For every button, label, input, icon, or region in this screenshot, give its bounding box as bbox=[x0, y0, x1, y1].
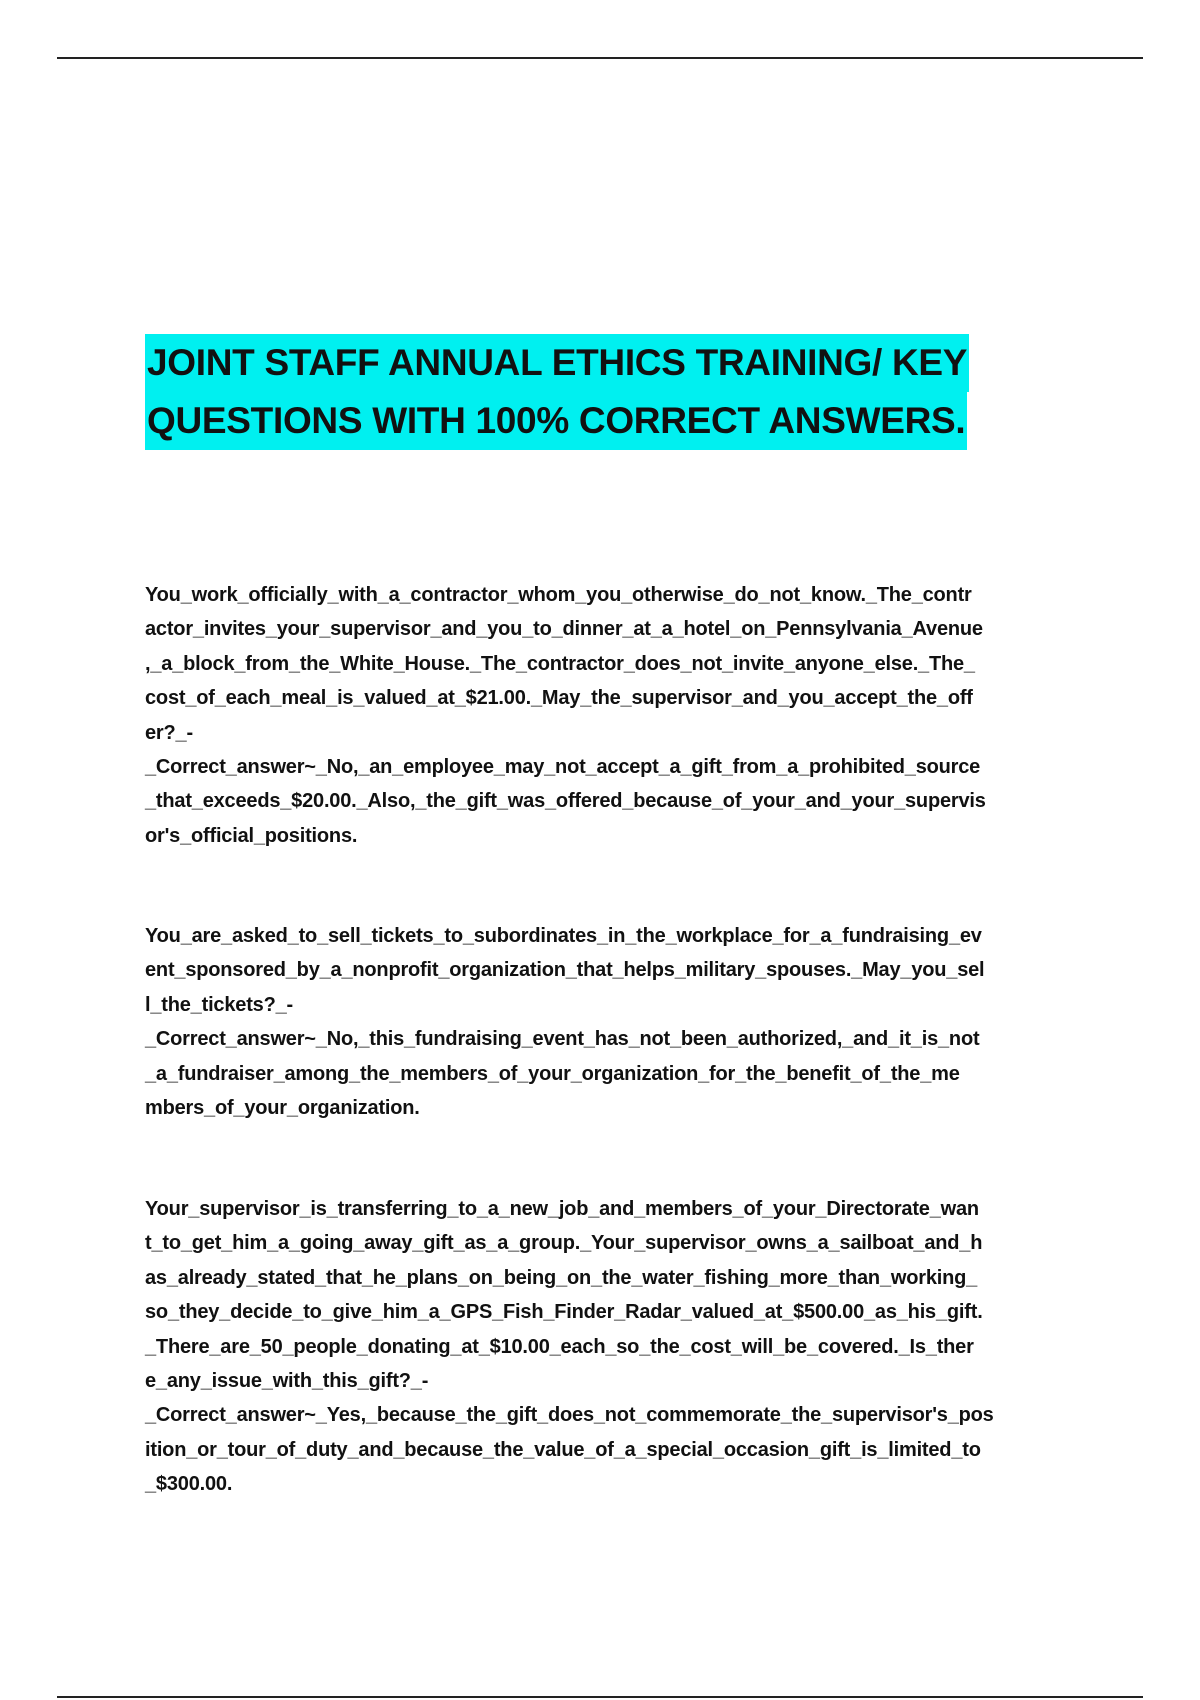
qa-line: cost_of_each_meal_is_valued_at_$21.00._May_the_supervisor_and_you_accept_the_off bbox=[145, 687, 973, 710]
qa-line: actor_invites_your_supervisor_and_you_to_dinner_at_a_hotel_on_Pennsylvania_Avenue bbox=[145, 618, 983, 641]
qa-line: You_work_officially_with_a_contractor_whom_you_otherwise_do_not_know._The_contr bbox=[145, 584, 972, 606]
qa-block-gift-dinner bbox=[145, 578, 1055, 853]
bottom-rule bbox=[57, 1696, 1143, 1698]
qa-line: as_already_stated_that_he_plans_on_being_on_the_water_fishing_more_than_working_ bbox=[145, 1266, 978, 1289]
qa-line: Your_supervisor_is_transferring_to_a_new_job_and_members_of_your_Directorate_wan bbox=[145, 1198, 979, 1220]
qa-line: _There_are_50_people_donating_at_$10.00_each_so_the_cost_will_be_covered._Is_ther bbox=[145, 1335, 974, 1358]
answer-line: _that_exceeds_$20.00._Also,_the_gift_was_offered_because_of_your_and_your_supervis bbox=[145, 790, 986, 813]
answer-line: mbers_of_your_organization. bbox=[145, 1096, 420, 1119]
answer-line: _a_fundraiser_among_the_members_of_your_organization_for_the_benefit_of_the_me bbox=[145, 1062, 960, 1085]
answer-line: _Correct_answer~_No,_this_fundraising_event_has_not_been_authorized,_and_it_is_not bbox=[145, 1028, 980, 1051]
answer-line: _Correct_answer~_No,_an_employee_may_not_accept_a_gift_from_a_prohibited_source bbox=[145, 755, 981, 778]
qa-block-group-gift bbox=[145, 1192, 1055, 1502]
qa-line: t_to_get_him_a_going_away_gift_as_a_group._Your_supervisor_owns_a_sailboat_and_h bbox=[145, 1232, 983, 1255]
qa-line: You_are_asked_to_sell_tickets_to_subordinates_in_the_workplace_for_a_fundraising_ev bbox=[145, 925, 982, 947]
document-title bbox=[145, 334, 1045, 450]
qa-line: er?_- bbox=[145, 721, 193, 744]
answer-line: ition_or_tour_of_duty_and_because_the_value_of_a_special_occasion_gift_is_limited_to bbox=[145, 1438, 981, 1461]
qa-line: l_the_tickets?_- bbox=[145, 993, 293, 1016]
qa-line: e_any_issue_with_this_gift?_- bbox=[145, 1369, 429, 1392]
qa-line: ,_a_block_from_the_White_House._The_contractor_does_not_invite_anyone_else._The_ bbox=[145, 652, 975, 675]
qa-line: ent_sponsored_by_a_nonprofit_organization_that_helps_military_spouses._May_you_sel bbox=[145, 959, 985, 982]
answer-line: _$300.00. bbox=[145, 1473, 233, 1496]
qa-line: so_they_decide_to_give_him_a_GPS_Fish_Finder_Radar_valued_at_$500.00_as_his_gift. bbox=[145, 1301, 983, 1324]
answer-line: _Correct_answer~_Yes,_because_the_gift_does_not_commemorate_the_supervisor's_pos bbox=[145, 1404, 994, 1427]
title-line-2: QUESTIONS WITH 100% CORRECT ANSWERS. bbox=[145, 392, 967, 450]
qa-block-fundraising-tickets bbox=[145, 919, 1055, 1125]
top-rule bbox=[57, 57, 1143, 59]
answer-line: or's_official_positions. bbox=[145, 824, 358, 847]
title-line-1: JOINT STAFF ANNUAL ETHICS TRAINING/ KEY bbox=[145, 334, 969, 392]
